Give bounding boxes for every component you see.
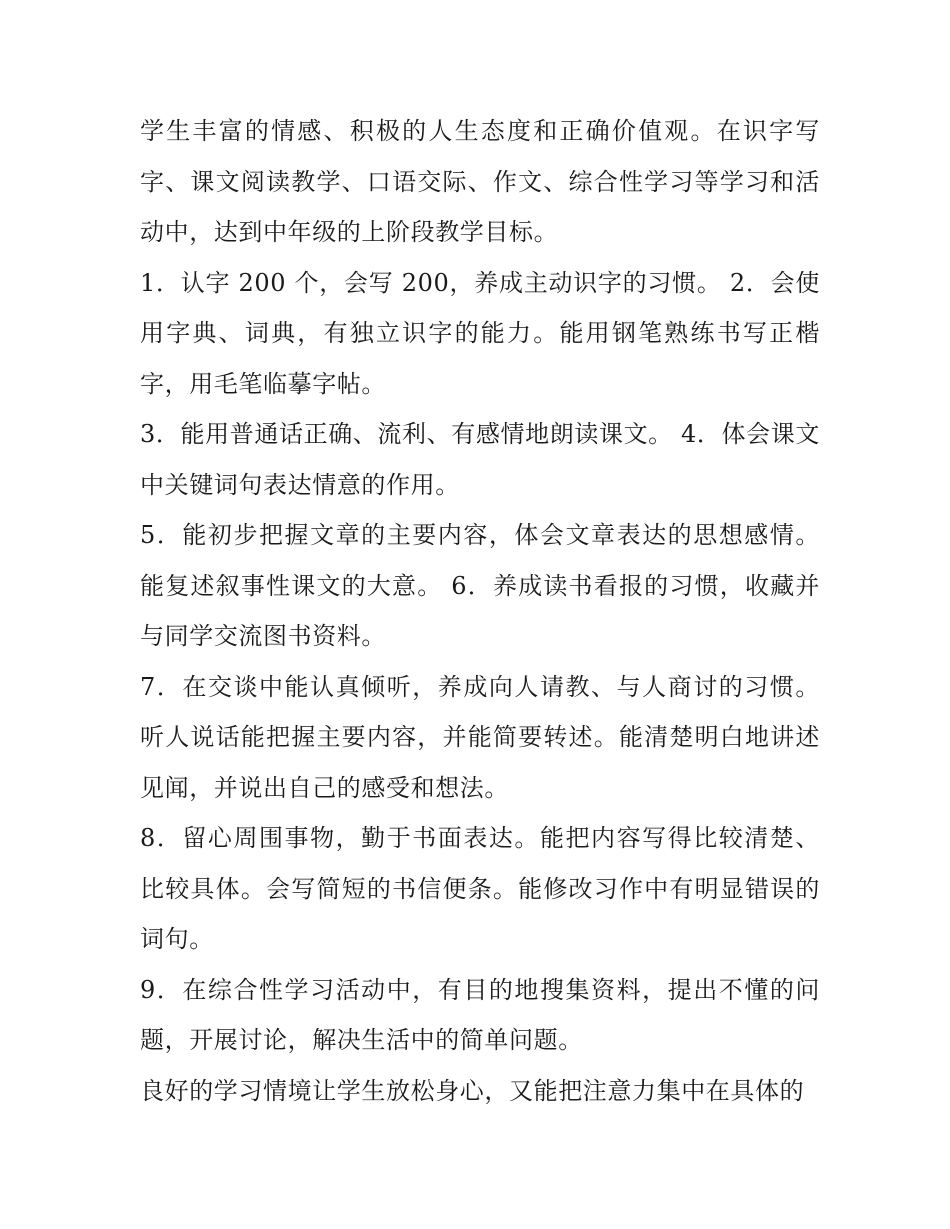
paragraph-closing: 良好的学习情境让学生放松身心，又能把注意力集中在具体的 xyxy=(140,1076,805,1105)
paragraph-goal-7: 7．在交谈中能认真倾听，养成向人请教、与人商讨的习惯。听人说话能把握主要内容，并能简要转述。能清楚明白地讲述见闻，并说出自己的感受和想法。 xyxy=(140,672,820,802)
paragraph-intro: 学生丰富的情感、积极的人生态度和正确价值观。在识字写字、课文阅读教学、口语交际、作文、综合性学习等学习和活动中，达到中年级的上阶段教学目标。 xyxy=(140,117,820,246)
paragraph-goal-9: 9．在综合性学习活动中，有目的地搜集资料，提出不懂的问题，开展讨论，解决生活中的简单问题。 xyxy=(140,975,820,1054)
paragraph-goals-5-6: 5．能初步把握文章的主要内容，体会文章表达的思想感情。能复述叙事性课文的大意。 6．养成读书看报的习惯，收藏并与同学交流图书资料。 xyxy=(140,521,820,650)
paragraph-goals-1-2: 1．认字 200 个，会写 200，养成主动识字的习惯。 2．会使用字典、词典，有独立识字的能力。能用钢笔熟练书写正楷字，用毛笔临摹字帖。 xyxy=(140,268,820,398)
paragraph-goal-8: 8．留心周围事物，勤于书面表达。能把内容写得比较清楚、比较具体。会写简短的书信便条。能修改习作中有明显错误的词句。 xyxy=(140,824,820,953)
document-body xyxy=(140,106,820,1116)
paragraph-goals-3-4: 3．能用普通话正确、流利、有感情地朗读课文。 4．体会课文中关键词句表达情意的作用。 xyxy=(140,420,820,499)
